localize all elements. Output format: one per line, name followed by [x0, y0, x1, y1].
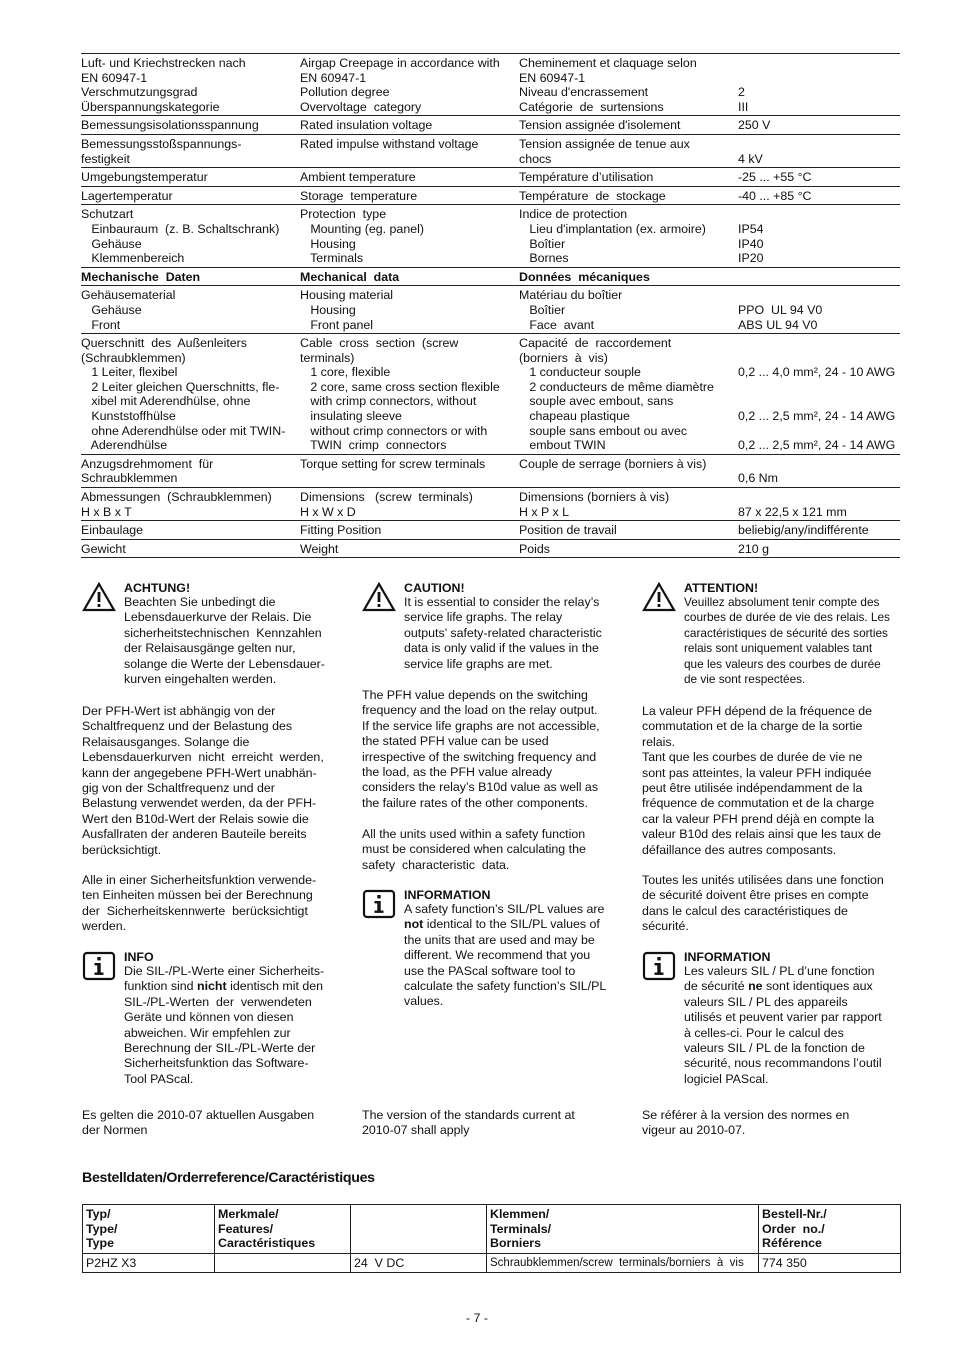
- spec-label-de: Luft- und Kriechstrecken nach EN 60947-1 Verschmutzungsgrad Überspannungskategorie: [81, 56, 246, 114]
- spec-row: [81, 334, 900, 455]
- spec-value: beliebig/any/indifférente: [738, 523, 869, 538]
- spec-label-en: Weight: [300, 541, 339, 556]
- order-header-row: [83, 1205, 901, 1254]
- spec-value: 250 V: [738, 118, 771, 133]
- info-text: A safety function’s SIL/PL values are not identical to the SIL/PL values of the units that are used and may be different. We recommend that you use the PAScal software tool to calculate the safety function’s SIL/PL values.: [404, 902, 607, 1009]
- spec-label-de: Anzugsdrehmoment für Schraubklemmen: [81, 456, 214, 486]
- spec-label-en: Fitting Position: [300, 523, 382, 538]
- spec-label-fr: Poids: [519, 541, 550, 556]
- spec-label-fr: Données mécaniques: [519, 269, 650, 284]
- warning-text: Beachten Sie unbedingt die Lebensdauerkurve der Relais. Die sicherheitstechnischen Kennzahlen der Relaisausgänge gelten nur, solange die Werte der Lebensdauer- kurven eingehalten werden.: [124, 595, 325, 687]
- spec-label-fr: Cheminement et claquage selon EN 60947-1 Niveau d'encrassement Catégorie de surtensions: [519, 56, 697, 114]
- spec-label-fr: Température de stockage: [519, 188, 666, 203]
- warning-title: ACHTUNG!: [124, 581, 191, 595]
- spec-value: [738, 267, 900, 286]
- header-terminals: Klemmen/ Terminals/ Borniers: [487, 1205, 759, 1254]
- standards-paragraph-fr: Se référer à la version des normes en vigeur au 2010-07.: [642, 1108, 850, 1138]
- spec-label-de: Einbaulage: [81, 523, 144, 538]
- spec-value: -40 ... +85 °C: [738, 188, 812, 203]
- spec-row: [81, 205, 900, 267]
- spec-label-fr: Tension assignée de tenue aux chocs: [519, 136, 690, 166]
- pfh-paragraph-fr: La valeur PFH dépend de la fréquence de commutation et de la charge de la sortie relais. Tant que les courbes de durée de vie ne sont pas atteintes, la valeur PFH indiquée peut être utilisée indépendamment de la fréquence de commutation et de la charge car la valeur PFH prend déjà en compte la valeur B10d des relais ainsi que les taux de défaillance des autres composants.: [642, 704, 882, 857]
- spec-label-en: Rated insulation voltage: [300, 118, 433, 133]
- spec-value: -25 ... +55 °C: [738, 170, 812, 185]
- warning-triangle-icon: [362, 582, 396, 612]
- header-features: Merkmale/ Features/ Caractéristiques: [215, 1205, 351, 1254]
- spec-row: [81, 454, 900, 487]
- spec-row: [81, 286, 900, 334]
- info-icon: [642, 951, 676, 981]
- spec-value: 210 g: [738, 541, 770, 556]
- spec-row: [81, 521, 900, 540]
- spec-row: [81, 116, 900, 135]
- order-voltage: 24 V DC: [351, 1253, 487, 1273]
- warning-title: CAUTION!: [404, 581, 465, 595]
- spec-row: [81, 54, 900, 116]
- spec-label-en: Protection type Mounting (eg. panel) Housing Terminals: [300, 207, 424, 266]
- spec-label-fr: Couple de serrage (borniers à vis): [519, 456, 707, 471]
- info-text: Les valeurs SIL / PL d’une fonction de sécurité ne sont identiques aux valeurs SIL / PL des appareils utilisés et peuvent varier par rapport à celles-ci. Pour le calcul des valeurs SIL / PL de la fonction de sécurité, nous recommandons l’outil logiciel PAScal.: [684, 964, 882, 1086]
- standards-paragraph-de: Es gelten die 2010-07 aktuellen Ausgaben der Normen: [82, 1108, 315, 1138]
- spec-row: [81, 267, 900, 286]
- order-number: 774 350: [759, 1253, 901, 1273]
- units-paragraph-fr: Toutes les unités utilisées dans une fonction de sécurité doivent être prises en compte dans le calcul des caractéristiques de sécurité.: [642, 873, 884, 934]
- pfh-paragraph-de: Der PFH-Wert ist abhängig von der Schaltfrequenz und der Belastung des Relaisausganges. Solange die Lebensdauerkurven nicht erreicht werden, kann der angegebene PFH-Wert unabhän- gig von der Schaltfrequenz und der Belastung verwendet werden, da der PFH- Wert den B10d-Wert der Relais sowie die Ausfallraten der anderen Bauteile bereits berücksichtigt.: [82, 704, 324, 857]
- warning-text: Veuillez absolument tenir compte des courbes de durée de vie des relais. Les caractéristiques de sécurité des sorties relais sont uniquement valables tant que les valeurs des courbes de durée de vie sont respectées.: [684, 595, 890, 687]
- page-number: - 7 -: [465, 1311, 489, 1325]
- spec-label-fr: Position de travail: [519, 523, 617, 538]
- units-paragraph-en: All the units used within a safety function must be considered when calculating the safety characteristic data.: [362, 827, 586, 872]
- spec-label-en: Torque setting for screw terminals: [300, 456, 486, 471]
- spec-label-de: Schutzart Einbauraum (z. B. Schaltschrank) Gehäuse Klemmenbereich: [81, 207, 280, 266]
- spec-label-en: Cable cross section (screw terminals) 1 core, flexible 2 core, same cross section flexible with crimp connectors, without insulating sleeve without crimp connectors or with TWIN crimp connectors: [300, 336, 500, 453]
- spec-label-en: Mechanical data: [300, 269, 400, 284]
- spec-label-de: Gewicht: [81, 541, 126, 556]
- header-order-no: Bestell-Nr./ Order no./ Référence: [759, 1205, 901, 1254]
- standards-paragraph-en: The version of the standards current at 2010-07 shall apply: [362, 1108, 575, 1138]
- spec-value: 0,2 ... 4,0 mm², 24 - 10 AWG 0,2 ... 2,5 mm², 24 - 14 AWG 0,2 ... 2,5 mm², 24 - 14 AWG: [738, 365, 896, 453]
- units-paragraph-de: Alle in einer Sicherheitsfunktion verwende- ten Einheiten müssen bei der Berechnung der Sicherheitskennwerte berücksichtigt werden.: [82, 873, 317, 934]
- info-icon: [362, 889, 396, 919]
- spec-row: [81, 134, 900, 167]
- spec-label-fr: Tension assignée d'isolement: [519, 118, 681, 133]
- spec-value: 0,6 Nm: [738, 471, 778, 486]
- spec-label-fr: Température d’utilisation: [519, 170, 654, 185]
- spec-row: [81, 168, 900, 187]
- order-type: P2HZ X3: [83, 1253, 215, 1273]
- spec-label-en: Airgap Creepage in accordance with EN 60947-1 Pollution degree Overvoltage category: [300, 56, 500, 114]
- spec-label-en: Ambient temperature: [300, 170, 416, 185]
- spec-label-de: Umgebungstemperatur: [81, 170, 208, 185]
- spec-value: 2 III: [738, 85, 749, 114]
- spec-row: [81, 539, 900, 558]
- spec-row: [81, 488, 900, 521]
- spec-label-de: Lagertemperatur: [81, 188, 173, 203]
- spec-label-fr: Capacité de raccordement (borniers à vis) 1 conducteur souple 2 conducteurs de même diamètre souple avec embout, sans chapeau plastique souple sans embout ou avec embout TWIN: [519, 336, 714, 453]
- spec-label-de: Bemessungsstoßspannungs- festigkeit: [81, 136, 242, 166]
- spec-value: IP54 IP40 IP20: [738, 221, 764, 266]
- spec-label-en: Dimensions (screw terminals) H x W x D: [300, 490, 473, 519]
- order-terminals: Schraubklemmen/screw terminals/borniers à vis: [487, 1253, 759, 1273]
- spec-value: 87 x 22,5 x 121 mm: [738, 504, 847, 519]
- info-text: Die SIL-/PL-Werte einer Sicherheits- funktion sind nicht identisch mit den SIL-/PL-Werten der verwendeten Geräte und können von diesen abweichen. Wir empfehlen zur Berechnung der SIL-/PL-Werte der Sicherheitsfunktion das Software- Tool PAScal.: [124, 964, 325, 1086]
- info-title: INFORMATION: [404, 888, 491, 902]
- order-features: [215, 1253, 351, 1273]
- spec-label-fr: Matériau du boîtier Boîtier Face avant: [519, 288, 623, 332]
- pfh-paragraph-en: The PFH value depends on the switching frequency and the load on the relay output. If the service life graphs are not accessible, the stated PFH value can be used irrespective of the switching frequency and the load, as the PFH value already considers the relay’s B10d value as well as the failure rates of the other components.: [362, 688, 600, 810]
- spec-label-de: Bemessungsisolationsspannung: [81, 118, 259, 133]
- spec-label-en: Rated impulse withstand voltage: [300, 136, 479, 151]
- spec-value: PPO UL 94 V0 ABS UL 94 V0: [738, 302, 823, 332]
- warning-triangle-icon: [642, 582, 676, 612]
- header-empty: [351, 1205, 487, 1254]
- spec-label-de: Gehäusematerial Gehäuse Front: [81, 288, 176, 332]
- spec-label-en: Storage temperature: [300, 188, 418, 203]
- specifications-table: [81, 53, 900, 558]
- info-title: INFO: [124, 950, 154, 964]
- info-icon: [82, 951, 116, 981]
- spec-label-de: Querschnitt des Außenleiters (Schraubklemmen) 1 Leiter, flexibel 2 Leiter gleichen Querschnitts, fle- xibel mit Aderendhülse, ohne Kunststoffhülse ohne Aderendhülse oder mit TWIN- Aderendhülse: [81, 336, 286, 453]
- order-reference-table: [82, 1204, 901, 1273]
- header-type: Typ/ Type/ Type: [83, 1205, 215, 1254]
- spec-label-fr: Indice de protection Lieu d'implantation (ex. armoire) Boîtier Bornes: [519, 207, 706, 266]
- spec-label-fr: Dimensions (borniers à vis) H x P x L: [519, 490, 670, 519]
- spec-value: 4 kV: [738, 151, 763, 166]
- spec-label-de: Abmessungen (Schraubklemmen) H x B x T: [81, 490, 272, 519]
- order-row: [83, 1253, 901, 1273]
- info-title: INFORMATION: [684, 950, 771, 964]
- order-reference-title: Bestelldaten/Orderreference/Caractéristiques: [82, 1170, 375, 1186]
- spec-label-en: Housing material Housing Front panel: [300, 288, 393, 332]
- warning-triangle-icon: [82, 582, 116, 612]
- spec-label-de: Mechanische Daten: [81, 269, 201, 284]
- warning-title: ATTENTION!: [684, 581, 759, 595]
- spec-row: [81, 186, 900, 205]
- warning-text: It is essential to consider the relay’s service life graphs. The relay outputs’ safety-related characteristic data is only valid if the values in the service life graphs are met.: [404, 595, 602, 671]
